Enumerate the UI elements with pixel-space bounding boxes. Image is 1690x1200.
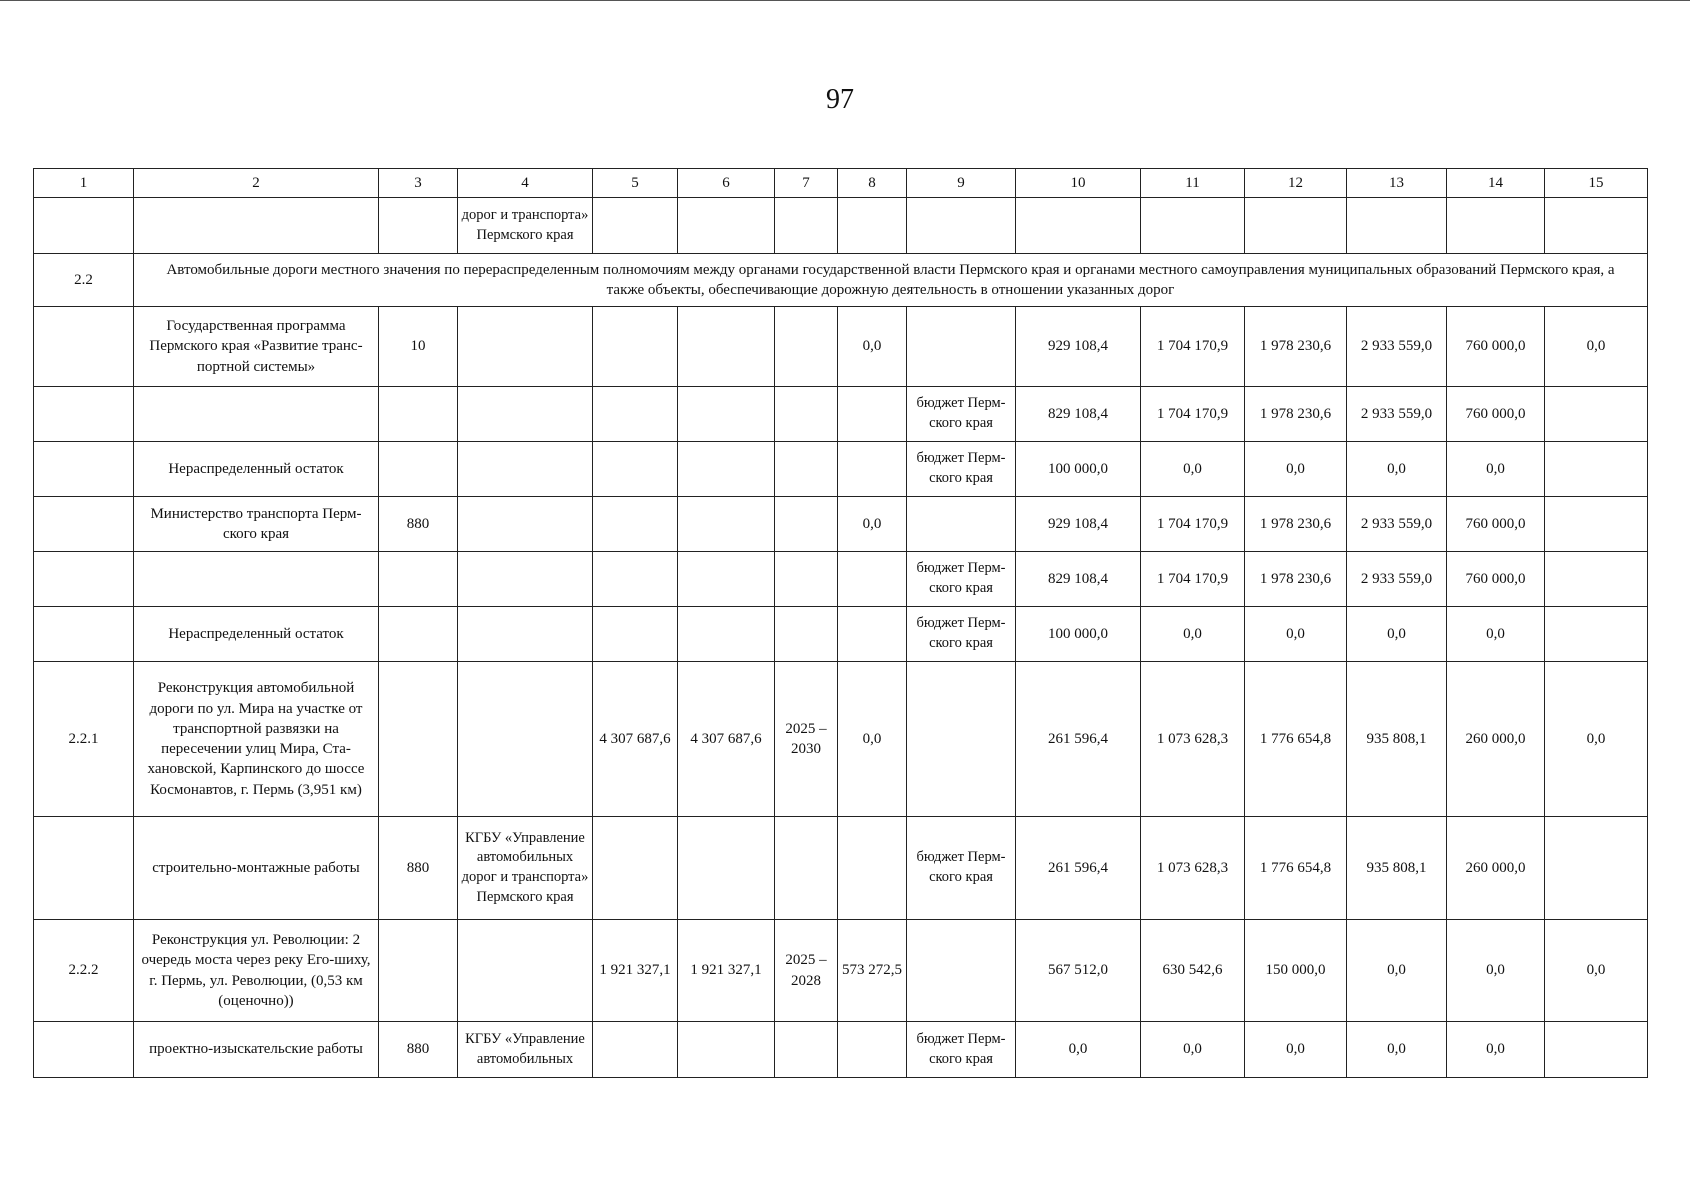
cell-c4 — [458, 387, 593, 442]
table-row-item-2-2-1-works — [34, 817, 1648, 920]
cell-c12: 1 776 654,8 — [1245, 817, 1347, 920]
cell-c12 — [1245, 198, 1347, 254]
cell-c2: Государственная программа Пермского края «Развитие транс-портной системы» — [134, 307, 379, 387]
cell-c15: 0,0 — [1545, 920, 1648, 1022]
cell-c11: 630 542,6 — [1141, 920, 1245, 1022]
cell-c1 — [34, 1022, 134, 1078]
cell-c6 — [678, 607, 775, 662]
cell-c15 — [1545, 607, 1648, 662]
cell-c13: 935 808,1 — [1347, 817, 1447, 920]
column-number-3: 3 — [379, 169, 458, 198]
cell-c8: 573 272,5 — [838, 920, 907, 1022]
cell-c7: 2025 – 2030 — [775, 662, 838, 817]
cell-c3: 880 — [379, 1022, 458, 1078]
table-row-item-2-2-2 — [34, 920, 1648, 1022]
cell-c5 — [593, 607, 678, 662]
cell-c5: 4 307 687,6 — [593, 662, 678, 817]
cell-c10: 100 000,0 — [1016, 442, 1141, 497]
cell-c5 — [593, 442, 678, 497]
cell-c15 — [1545, 497, 1648, 552]
cell-c8: 0,0 — [838, 307, 907, 387]
cell-c10: 829 108,4 — [1016, 387, 1141, 442]
cell-c9: бюджет Перм-ского края — [907, 1022, 1016, 1078]
cell-c7 — [775, 607, 838, 662]
cell-c8 — [838, 817, 907, 920]
cell-c14: 260 000,0 — [1447, 662, 1545, 817]
cell-c13: 2 933 559,0 — [1347, 387, 1447, 442]
cell-c2 — [134, 387, 379, 442]
cell-c10: 929 108,4 — [1016, 307, 1141, 387]
column-number-15: 15 — [1545, 169, 1648, 198]
cell-c3 — [379, 552, 458, 607]
table-body — [34, 169, 1648, 1078]
cell-c11: 0,0 — [1141, 442, 1245, 497]
cell-c13: 2 933 559,0 — [1347, 497, 1447, 552]
cell-c14: 760 000,0 — [1447, 307, 1545, 387]
cell-c12: 1 776 654,8 — [1245, 662, 1347, 817]
cell-c11: 1 704 170,9 — [1141, 307, 1245, 387]
cell-c12: 0,0 — [1245, 607, 1347, 662]
cell-c6 — [678, 552, 775, 607]
cell-c14: 760 000,0 — [1447, 497, 1545, 552]
cell-c6 — [678, 387, 775, 442]
cell-c10: 261 596,4 — [1016, 662, 1141, 817]
cell-c4 — [458, 920, 593, 1022]
cell-c11: 1 073 628,3 — [1141, 817, 1245, 920]
cell-c3 — [379, 387, 458, 442]
cell-c7 — [775, 1022, 838, 1078]
cell-c5 — [593, 817, 678, 920]
column-number-7: 7 — [775, 169, 838, 198]
cell-c5 — [593, 1022, 678, 1078]
cell-c14: 760 000,0 — [1447, 552, 1545, 607]
cell-c4 — [458, 552, 593, 607]
cell-c14: 0,0 — [1447, 920, 1545, 1022]
cell-c9: бюджет Перм-ского края — [907, 387, 1016, 442]
cell-c14: 260 000,0 — [1447, 817, 1545, 920]
section-code: 2.2 — [34, 254, 134, 307]
cell-c9 — [907, 920, 1016, 1022]
cell-c5 — [593, 497, 678, 552]
cell-c14: 0,0 — [1447, 442, 1545, 497]
cell-c5 — [593, 198, 678, 254]
cell-c8: 0,0 — [838, 497, 907, 552]
cell-c9: бюджет Перм-ского края — [907, 607, 1016, 662]
cell-c12: 150 000,0 — [1245, 920, 1347, 1022]
cell-c9 — [907, 198, 1016, 254]
cell-c2: Реконструкция автомобильной дороги по ул. Мира на участке от транспортной развязки на пересечении улиц Мира, Ста-хановской, Карпинского до шоссе Космонавтов, г. Пермь (3,951 км) — [134, 662, 379, 817]
cell-c3 — [379, 198, 458, 254]
column-number-row — [34, 169, 1648, 198]
cell-c10: 829 108,4 — [1016, 552, 1141, 607]
cell-c2: Министерство транспорта Перм-ского края — [134, 497, 379, 552]
cell-c4 — [458, 307, 593, 387]
cell-c6 — [678, 198, 775, 254]
column-number-5: 5 — [593, 169, 678, 198]
cell-c13: 0,0 — [1347, 920, 1447, 1022]
cell-c10 — [1016, 198, 1141, 254]
cell-c3: 880 — [379, 497, 458, 552]
cell-c1: 2.2.2 — [34, 920, 134, 1022]
cell-c4: КГБУ «Управление автомобильных — [458, 1022, 593, 1078]
cell-c7 — [775, 817, 838, 920]
cell-c1 — [34, 552, 134, 607]
budget-table — [33, 168, 1648, 1078]
cell-c8 — [838, 607, 907, 662]
cell-c5 — [593, 387, 678, 442]
cell-c13: 935 808,1 — [1347, 662, 1447, 817]
column-number-12: 12 — [1245, 169, 1347, 198]
cell-c8 — [838, 552, 907, 607]
cell-c4 — [458, 497, 593, 552]
column-number-4: 4 — [458, 169, 593, 198]
cell-c14: 0,0 — [1447, 607, 1545, 662]
column-number-1: 1 — [34, 169, 134, 198]
cell-c10: 100 000,0 — [1016, 607, 1141, 662]
cell-c11: 0,0 — [1141, 607, 1245, 662]
cell-c8 — [838, 1022, 907, 1078]
cell-c13: 2 933 559,0 — [1347, 307, 1447, 387]
cell-c12: 1 978 230,6 — [1245, 307, 1347, 387]
column-number-9: 9 — [907, 169, 1016, 198]
cell-c1 — [34, 442, 134, 497]
table-row-ministry-remainder — [34, 607, 1648, 662]
column-number-11: 11 — [1141, 169, 1245, 198]
table-row-program-budget — [34, 387, 1648, 442]
cell-c3: 10 — [379, 307, 458, 387]
cell-c6: 4 307 687,6 — [678, 662, 775, 817]
continued-row — [34, 198, 1648, 254]
table-row-ministry-budget — [34, 552, 1648, 607]
cell-c14: 760 000,0 — [1447, 387, 1545, 442]
cell-c15: 0,0 — [1545, 307, 1648, 387]
cell-c12: 1 978 230,6 — [1245, 387, 1347, 442]
cell-c15 — [1545, 817, 1648, 920]
cell-c11 — [1141, 198, 1245, 254]
table-row-item-2-2-1 — [34, 662, 1648, 817]
cell-c7 — [775, 552, 838, 607]
cell-c2: проектно-изыскательские работы — [134, 1022, 379, 1078]
cell-c9 — [907, 497, 1016, 552]
cell-c9: бюджет Перм-ского края — [907, 817, 1016, 920]
cell-c7 — [775, 198, 838, 254]
cell-c1 — [34, 307, 134, 387]
cell-c15 — [1545, 1022, 1648, 1078]
cell-c11: 1 704 170,9 — [1141, 387, 1245, 442]
table-row-ministry — [34, 497, 1648, 552]
cell-c2: Нераспределенный остаток — [134, 442, 379, 497]
cell-c13: 0,0 — [1347, 442, 1447, 497]
cell-c12: 1 978 230,6 — [1245, 497, 1347, 552]
column-number-13: 13 — [1347, 169, 1447, 198]
cell-c15 — [1545, 552, 1648, 607]
cell-c7: 2025 – 2028 — [775, 920, 838, 1022]
cell-c3 — [379, 920, 458, 1022]
table-row-item-2-2-2-design — [34, 1022, 1648, 1078]
cell-c6 — [678, 1022, 775, 1078]
cell-c6: 1 921 327,1 — [678, 920, 775, 1022]
page-number: 97 — [826, 84, 854, 115]
table-row-program-remainder — [34, 442, 1648, 497]
cell-c6 — [678, 497, 775, 552]
cell-c2: Реконструкция ул. Революции: 2 очередь моста через реку Его-шиху, г. Пермь, ул. Революции, (0,53 км (оценочно)) — [134, 920, 379, 1022]
cell-c7 — [775, 307, 838, 387]
cell-c4: КГБУ «Управление автомобильных дорог и транспорта» Пермского края — [458, 817, 593, 920]
column-number-8: 8 — [838, 169, 907, 198]
cell-c1 — [34, 607, 134, 662]
cell-c10: 261 596,4 — [1016, 817, 1141, 920]
cell-c11: 1 704 170,9 — [1141, 552, 1245, 607]
cell-c15 — [1545, 387, 1648, 442]
cell-c14 — [1447, 198, 1545, 254]
cell-c1 — [34, 497, 134, 552]
cell-c9 — [907, 307, 1016, 387]
cell-c1: 2.2.1 — [34, 662, 134, 817]
cell-c12: 0,0 — [1245, 1022, 1347, 1078]
section-title: Автомобильные дороги местного значения по перераспределенным полномочиям между органами государственной власти Пермского края и органами местного самоуправления муниципальных образований Пермского края, а также объекты, обеспечивающие дорожную деятельность в отношении указанных дорог — [134, 254, 1648, 307]
cell-c8 — [838, 442, 907, 497]
cell-c12: 0,0 — [1245, 442, 1347, 497]
cell-c1 — [34, 198, 134, 254]
column-number-6: 6 — [678, 169, 775, 198]
cell-c11: 1 073 628,3 — [1141, 662, 1245, 817]
section-row — [34, 254, 1648, 307]
cell-c6 — [678, 442, 775, 497]
cell-c13: 0,0 — [1347, 1022, 1447, 1078]
cell-c7 — [775, 442, 838, 497]
cell-c10: 567 512,0 — [1016, 920, 1141, 1022]
cell-c1 — [34, 817, 134, 920]
cell-c15 — [1545, 442, 1648, 497]
cell-c8 — [838, 198, 907, 254]
cell-c6 — [678, 307, 775, 387]
cell-c3: 880 — [379, 817, 458, 920]
cell-c9: бюджет Перм-ского края — [907, 442, 1016, 497]
cell-c7 — [775, 387, 838, 442]
cell-c13: 2 933 559,0 — [1347, 552, 1447, 607]
cell-c5: 1 921 327,1 — [593, 920, 678, 1022]
cell-c14: 0,0 — [1447, 1022, 1545, 1078]
cell-c3 — [379, 442, 458, 497]
cell-c6 — [678, 817, 775, 920]
cell-c15 — [1545, 198, 1648, 254]
cell-c2 — [134, 552, 379, 607]
scan-edge-line — [0, 0, 1690, 1]
cell-c8 — [838, 387, 907, 442]
cell-c4 — [458, 662, 593, 817]
cell-c2 — [134, 198, 379, 254]
cell-c13: 0,0 — [1347, 607, 1447, 662]
cell-c1 — [34, 387, 134, 442]
table-row-program — [34, 307, 1648, 387]
cell-c5 — [593, 307, 678, 387]
cell-c11: 1 704 170,9 — [1141, 497, 1245, 552]
cell-c2: Нераспределенный остаток — [134, 607, 379, 662]
cell-c11: 0,0 — [1141, 1022, 1245, 1078]
column-number-10: 10 — [1016, 169, 1141, 198]
cell-c9 — [907, 662, 1016, 817]
cell-c5 — [593, 552, 678, 607]
cell-c10: 929 108,4 — [1016, 497, 1141, 552]
cell-c12: 1 978 230,6 — [1245, 552, 1347, 607]
cell-c4 — [458, 442, 593, 497]
column-number-14: 14 — [1447, 169, 1545, 198]
cell-c8: 0,0 — [838, 662, 907, 817]
cell-c9: бюджет Перм-ского края — [907, 552, 1016, 607]
cell-c2: строительно-монтажные работы — [134, 817, 379, 920]
cell-c3 — [379, 607, 458, 662]
cell-c4: дорог и транспорта» Пермского края — [458, 198, 593, 254]
cell-c13 — [1347, 198, 1447, 254]
cell-c4 — [458, 607, 593, 662]
cell-c7 — [775, 497, 838, 552]
cell-c3 — [379, 662, 458, 817]
cell-c15: 0,0 — [1545, 662, 1648, 817]
column-number-2: 2 — [134, 169, 379, 198]
cell-c10: 0,0 — [1016, 1022, 1141, 1078]
